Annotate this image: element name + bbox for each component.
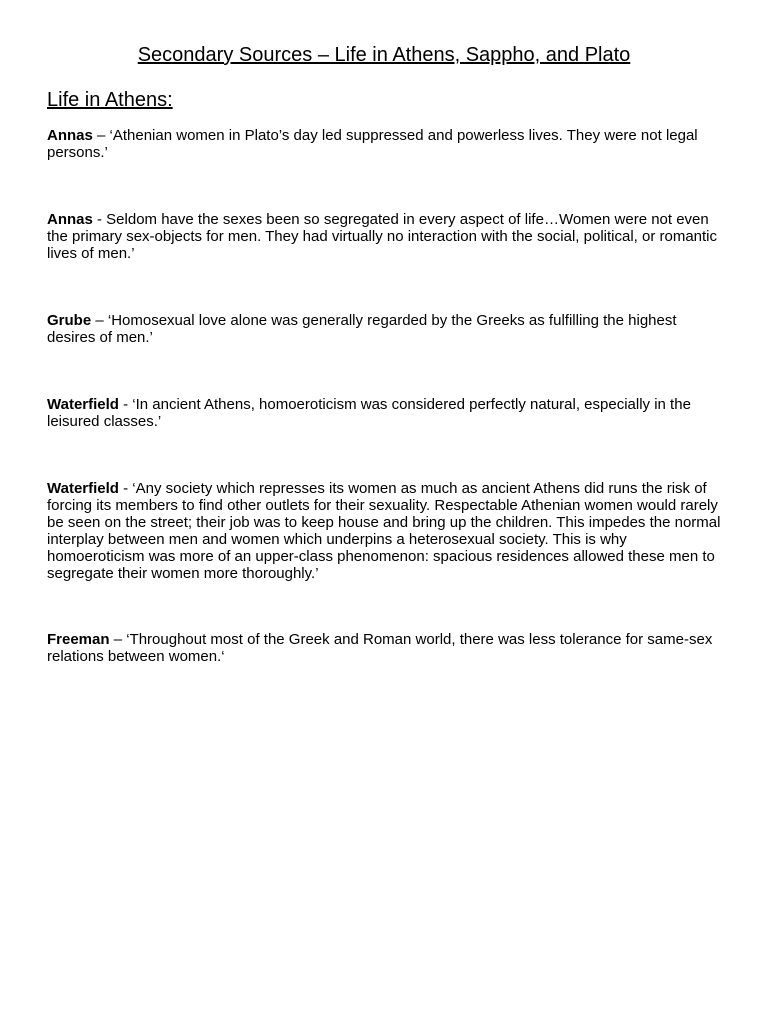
quote-text: – ‘Throughout most of the Greek and Roman world, there was less tolerance for same-sex relations between women.‘ [47, 631, 713, 665]
quote-author: Waterfield [47, 480, 119, 497]
section-heading: Life in Athens: [47, 89, 173, 111]
quote-paragraph [47, 396, 727, 430]
quote-text: - ‘Any society which represses its women as much as ancient Athens did runs the risk of forcing its members to find other outlets for their sexuality. Respectable Athenian women would rarely be seen on the street; their job was to keep house and bring up the children. This impedes the normal interplay between men and women which underpins a heterosexual society. This is why homoeroticism was more of an upper-class phenomenon: spacious residences allowed these men to segregate their women more thoroughly.’ [47, 480, 721, 582]
document-title: Secondary Sources – Life in Athens, Sappho, and Plato [137, 44, 631, 66]
quote-author: Annas [47, 211, 93, 228]
quote-text: – ‘Athenian women in Plato’s day led suppressed and powerless lives. They were not legal persons.’ [47, 127, 698, 161]
quote-paragraph [47, 312, 727, 346]
quote-text: - ‘In ancient Athens, homoeroticism was considered perfectly natural, especially in the leisured classes.’ [47, 396, 691, 430]
quote-author: Waterfield [47, 396, 119, 413]
quote-text: – ‘Homosexual love alone was generally regarded by the Greeks as fulfilling the highest desires of men.’ [47, 312, 677, 346]
quote-paragraph [47, 480, 727, 582]
quote-paragraph [47, 631, 727, 665]
quote-author: Annas [47, 127, 93, 144]
quote-text: - Seldom have the sexes been so segregated in every aspect of life…Women were not even the primary sex-objects for men. They had virtually no interaction with the social, political, or romantic lives of men.’ [47, 211, 718, 262]
quote-paragraph [47, 127, 727, 161]
quote-paragraph [47, 211, 727, 262]
quote-author: Grube [47, 312, 92, 329]
quote-author: Freeman [47, 631, 110, 648]
